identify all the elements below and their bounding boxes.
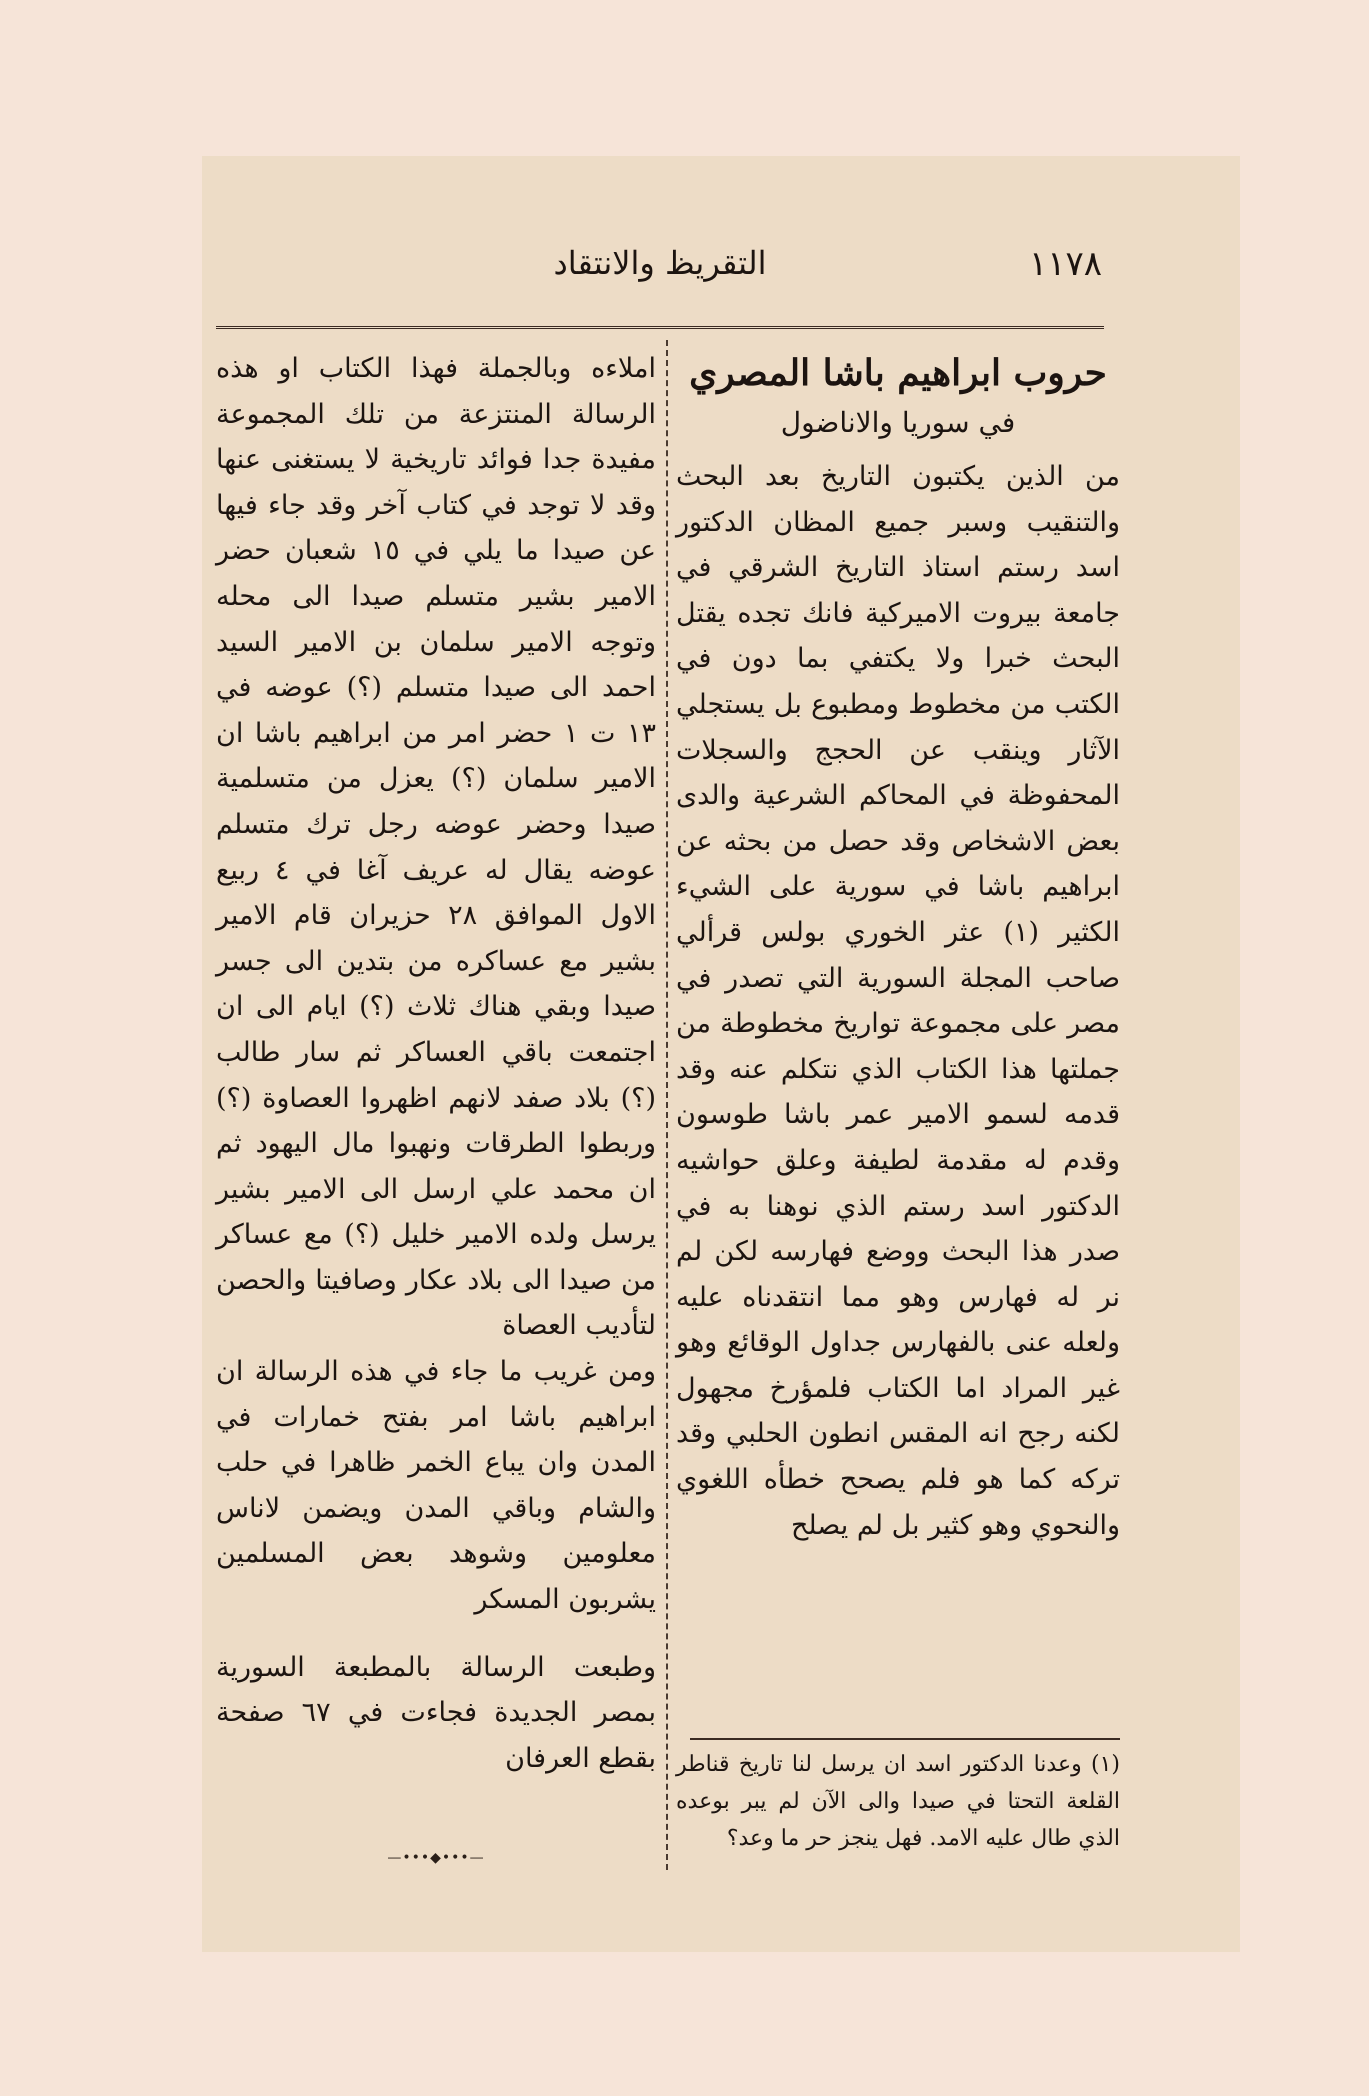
paragraph-2: ومن غريب ما جاء في هذه الرسالة ان ابراهيم باشا امر بفتح خمارات في المدن وان يباع الخمر ظاهرا في حلب والشام وباقي المدن ويضمن لاناس معلومين وشوهد بعض المسلمين يشربون المسكر	[216, 1356, 656, 1616]
footnote: (١) وعدنا الدكتور اسد ان يرسل لنا تاريخ قناطر القلعة التحتا في صيدا والى الآن لم يبر بوعده الذي طال عليه الامد. فهل ينجز حر ما وعد؟	[676, 1752, 1120, 1851]
left-column	[216, 346, 656, 1781]
paragraph-1: املاءه وبالجملة فهذا الكتاب او هذه الرسالة المنتزعة من تلك المجموعة مفيدة جدا فوائد تاريخية لا يستغنى عنها وقد لا توجد في كتاب آخر وقد جاء فيها عن صيدا ما يلي في ١٥ شعبان حضر الامير بشير متسلم صيدا الى محله وتوجه الامير سلمان بن الامير السيد احمد الى صيدا متسلم (؟) عوضه في ١٣ ت ١ حضر امر من ابراهيم باشا ان الامير سلمان (؟) يعزل من متسلمية صيدا وحضر عوضه رجل ترك متسلم عوضه يقال له عريف آغا في ٤ ربيع الاول الموافق ٢٨ حزيران قام الامير بشير مع عساكره من بتدين الى جسر صيدا وبقي هناك ثلاث (؟) ايام الى ان اجتمعت باقي العساكر ثم سار طالب (؟) بلاد صفد لانهم اظهروا العصاوة (؟) وربطوا الطرقات ونهبوا مال اليهود ثم ان محمد علي ارسل الى الامير بشير يرسل ولده الامير خليل (؟) مع عساكر من صيدا الى بلاد عكار وصافيتا والحصن لتأديب العصاة	[216, 353, 657, 1342]
footnote-rule	[690, 1738, 1120, 1740]
column-divider	[666, 340, 668, 1870]
paragraph-3: وطبعت الرسالة بالمطبعة السورية بمصر الجديدة فجاءت في ٦٧ صفحة بقطع العرفان	[216, 1651, 656, 1774]
article-body: من الذين يكتبون التاريخ بعد البحث والتنقيب وسبر جميع المظان الدكتور اسد رستم استاذ التاريخ الشرقي في جامعة بيروت الاميركية فانك تجده يقتل البحث خبرا ولا يكتفي بما دون في الكتب من مخطوط ومطبوع بل يستجلي الآثار وينقب عن الحجج والسجلات المحفوظة في المحاكم الشرعية والدى بعض الاشخاص وقد حصل من بحثه عن ابراهيم باشا في سورية على الشيء الكثير (١) عثر الخوري بولس قرألي صاحب المجلة السورية التي تصدر في مصر على مجموعة تواريخ مخطوطة من جملتها هذا الكتاب الذي نتكلم عنه وقد قدمه لسمو الامير عمر باشا طوسون وقدم له مقدمة لطيفة وعلق حواشيه الدكتور اسد رستم الذي نوهنا به في صدر هذا البحث ووضع فهارسه لكن لم نر له فهارس وهو مما انتقدناه عليه ولعله عنى بالفهارس جداول الوقائع وهو غير المراد اما الكتاب فلمؤرخ مجهول لكنه رجح انه المقس انطون الحلبي وقد تركه كما هو فلم يصحح خطأه اللغوي والنحوي وهو كثير بل لم يصلح	[676, 461, 1121, 1541]
article-subtitle: في سوريا والاناضول	[780, 406, 1016, 439]
header-rule	[216, 318, 1104, 329]
running-title: التقريظ والانتقاد	[553, 244, 767, 282]
page-header	[218, 240, 1102, 300]
page-number: ١١٧٨	[1028, 244, 1102, 284]
article-title: حروب ابراهيم باشا المصري	[689, 352, 1107, 394]
end-ornament: —•••◆•••—	[387, 1850, 485, 1866]
right-column	[676, 346, 1120, 1548]
